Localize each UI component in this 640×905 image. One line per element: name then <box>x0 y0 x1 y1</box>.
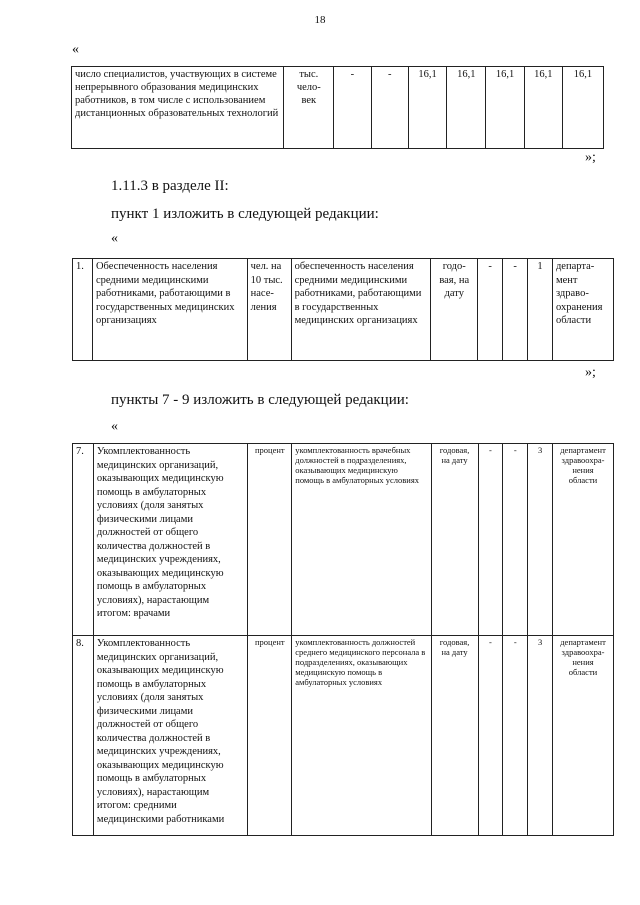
table-cell: 16,1 <box>562 67 603 149</box>
table-cell: 3 <box>528 444 553 636</box>
table-cell: процент <box>248 636 292 836</box>
table-row <box>73 636 614 836</box>
table-row <box>72 67 604 149</box>
table-cell: 1 <box>528 259 553 361</box>
table-cell: 16,1 <box>409 67 447 149</box>
table-cell: - <box>503 444 528 636</box>
page-number: 18 <box>314 14 326 26</box>
table-row <box>73 259 614 361</box>
table-cell: тыс. чело- век <box>284 67 334 149</box>
table-cell: 16,1 <box>486 67 524 149</box>
open-quote-1: « <box>72 42 79 57</box>
table-cell: - <box>371 67 408 149</box>
table-cell: годовая, на дату <box>431 636 478 836</box>
table-cell: 16,1 <box>447 67 486 149</box>
table-cell: 8. <box>73 636 94 836</box>
instruction-2: пункты 7 - 9 изложить в следующей редакции: <box>111 392 409 408</box>
table-cell: Укомплектованность медицинских организаций, оказывающих медицинскую помощь в амбулаторных условиях (доля занятых физическими лицами должностей от общего количества должностей в медицинских учреждениях, оказывающих медицинскую помощь в амбулаторных условиях), нарастающим итогом: средними медицинскими работниками <box>93 636 247 836</box>
table-cell: - <box>503 636 528 836</box>
table-cell: обеспеченность населения средними медицинскими работниками, работающими в государственных медицинских организациях <box>291 259 431 361</box>
table-1 <box>71 66 604 149</box>
table-cell: чел. на 10 тыс. насе- ления <box>247 259 291 361</box>
table-cell: 16,1 <box>524 67 562 149</box>
table-row <box>73 444 614 636</box>
table-cell: укомплектованность должностей среднего медицинского персонала в подразделениях, оказывающих медицинскую помощь в амбулаторных условиях <box>292 636 431 836</box>
table-cell: годо- вая, на дату <box>431 259 478 361</box>
instruction-1: пункт 1 изложить в следующей редакции: <box>111 206 379 222</box>
open-quote-2: « <box>111 231 118 246</box>
table-cell: процент <box>248 444 292 636</box>
table-cell: - <box>478 444 503 636</box>
close-quote-1: »; <box>585 150 596 165</box>
table-cell: Обеспеченность населения средними медицинскими работниками, работающими в государственных медицинских организациях <box>92 259 247 361</box>
table-cell: Укомплектованность медицинских организаций, оказывающих медицинскую помощь в амбулаторных условиях (доля занятых физическими лицами должностей от общего количества должностей в медицинских учреждениях, оказывающих медицинскую помощь в амбулаторных условиях), нарастающим итогом: врачами <box>93 444 247 636</box>
table-cell: годовая, на дату <box>431 444 478 636</box>
table-3 <box>72 443 614 836</box>
table-cell: департамент здравоохра- нения области <box>553 444 614 636</box>
open-quote-3: « <box>111 419 118 434</box>
table-cell: число специалистов, участвующих в системе непрерывного образования медицинских работников, в том числе с использованием дистанционных образовательных технологий <box>72 67 284 149</box>
section-heading: 1.11.3 в разделе II: <box>111 178 229 194</box>
table-cell: - <box>334 67 371 149</box>
close-quote-2: »; <box>585 365 596 380</box>
table-cell: 1. <box>73 259 93 361</box>
table-cell: департа- мент здраво- охранения области <box>552 259 613 361</box>
table-cell: 3 <box>528 636 553 836</box>
table-cell: - <box>503 259 528 361</box>
table-cell: укомплектованность врачебных должностей в подразделениях, оказывающих медицинскую помощь в амбулаторных условиях <box>292 444 431 636</box>
table-cell: - <box>478 259 503 361</box>
table-cell: 7. <box>73 444 94 636</box>
table-2 <box>72 258 614 361</box>
table-cell: - <box>478 636 503 836</box>
table-cell: департамент здравоохра- нения области <box>553 636 614 836</box>
